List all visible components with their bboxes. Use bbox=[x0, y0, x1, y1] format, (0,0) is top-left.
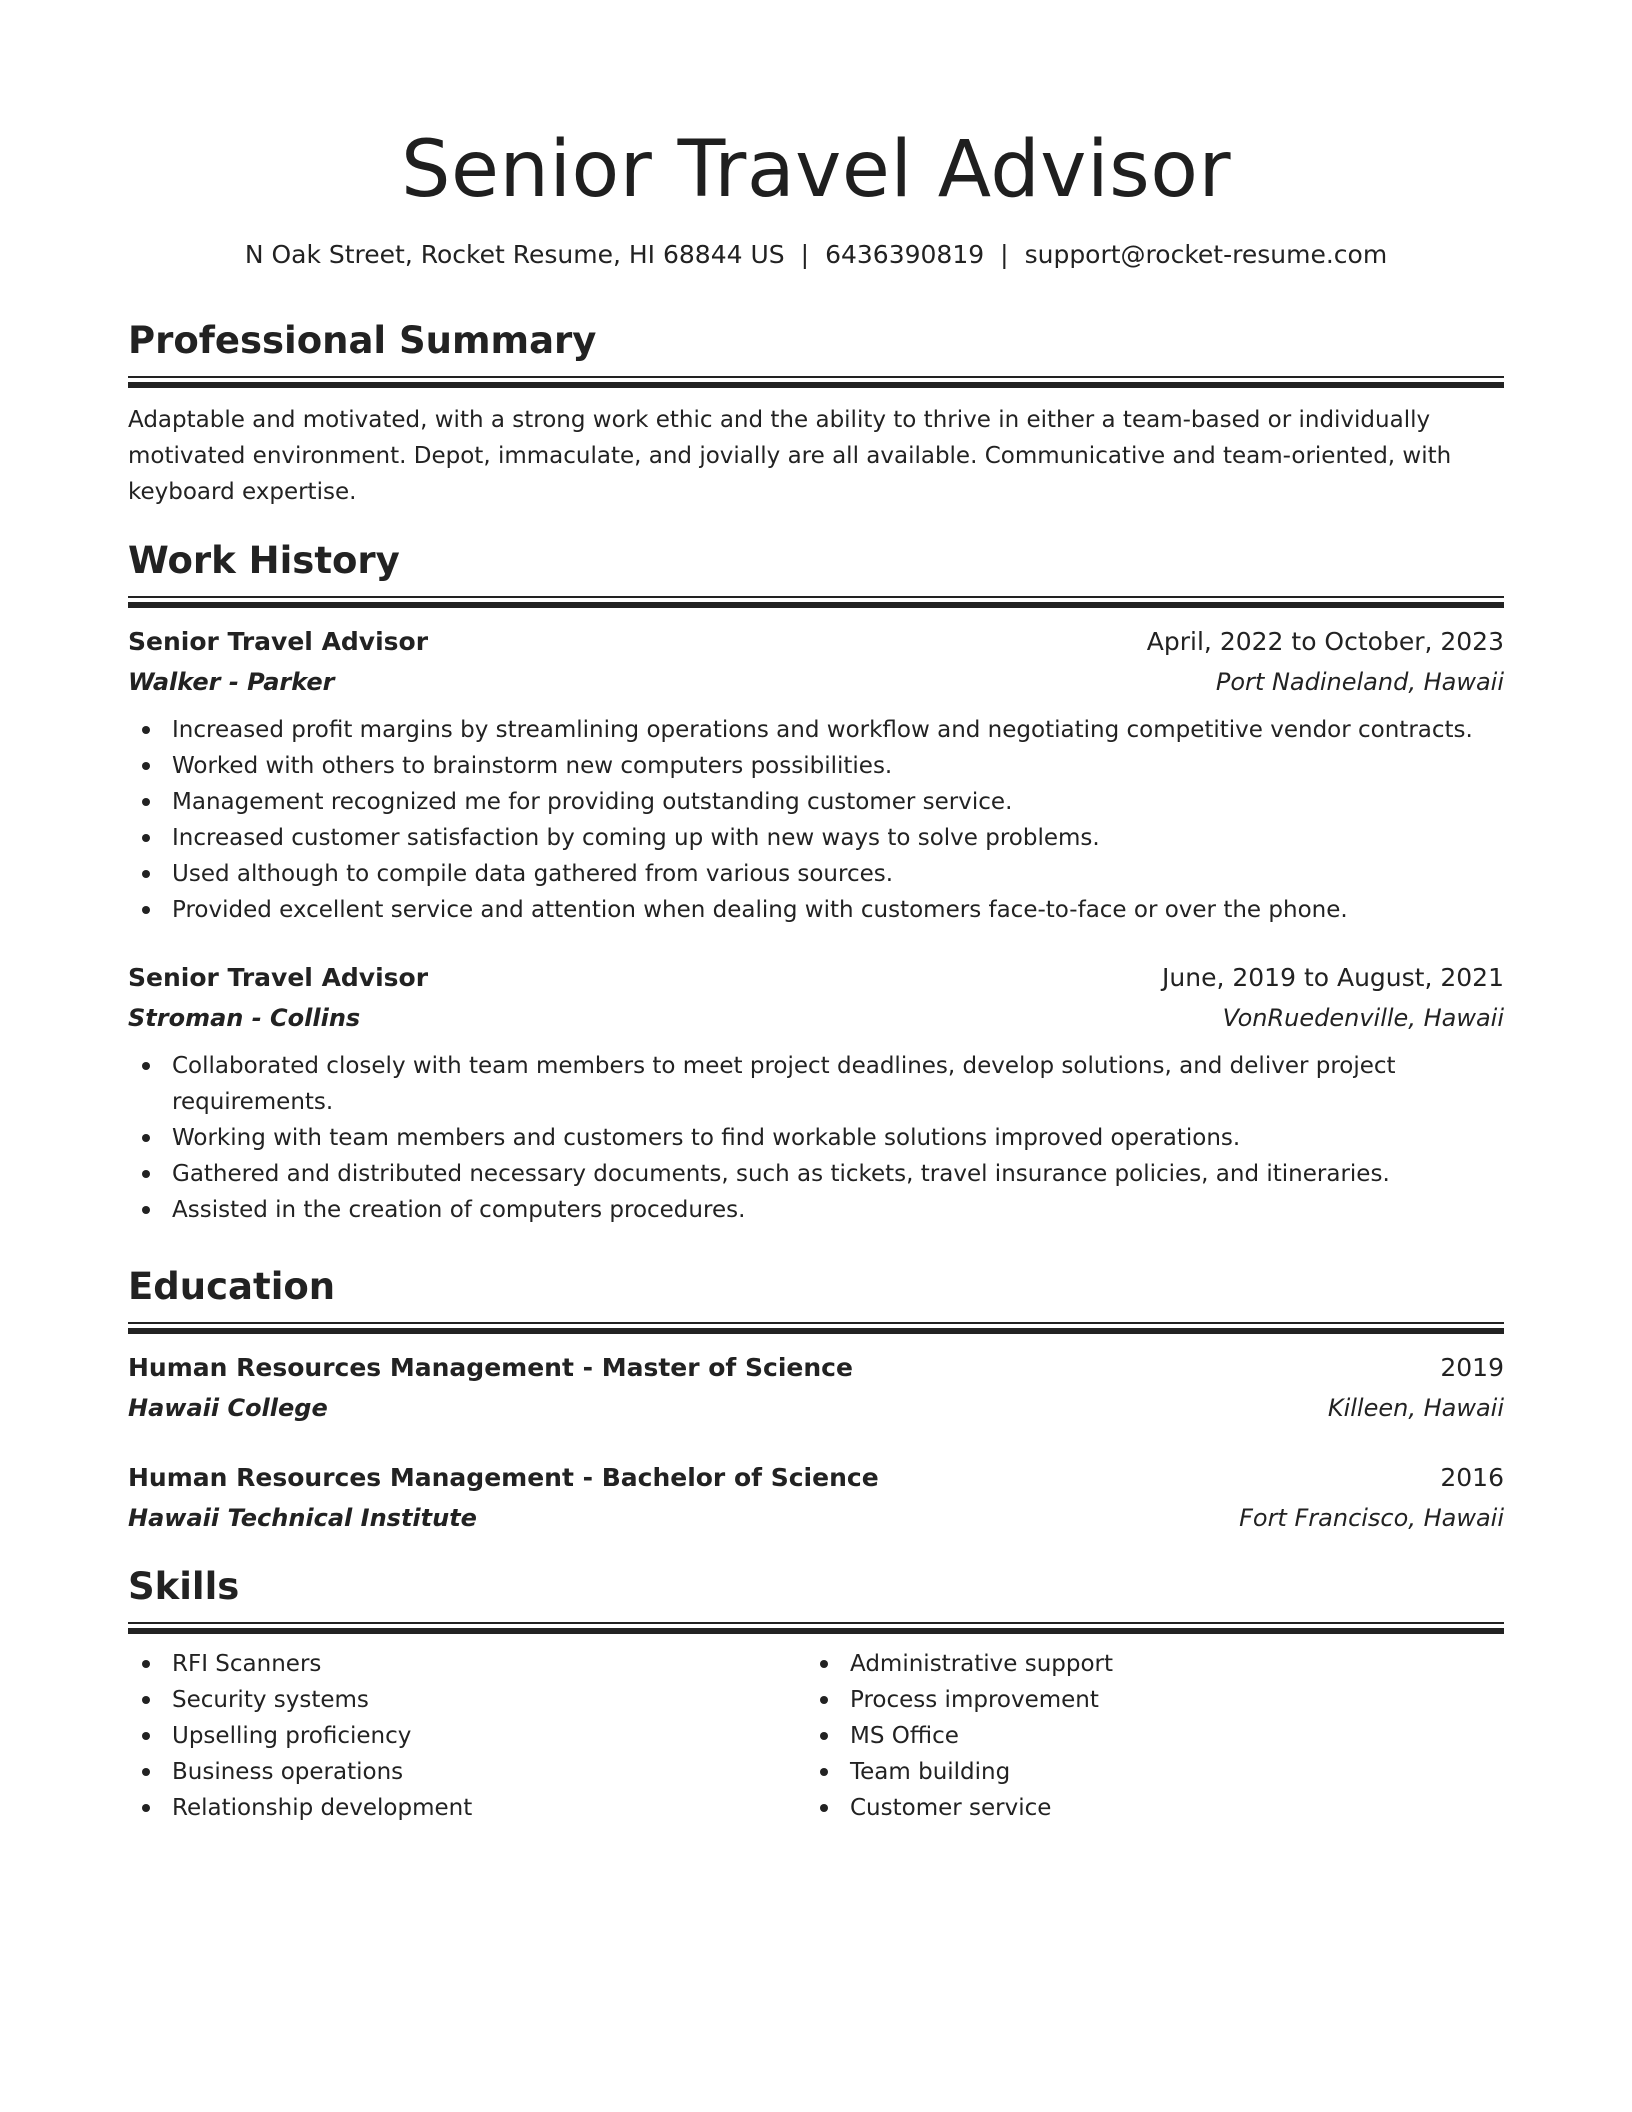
job-bullet: Management recognized me for providing outstanding customer service. bbox=[128, 784, 1504, 820]
skill-item: Business operations bbox=[128, 1754, 788, 1790]
education-section bbox=[128, 1262, 1504, 1538]
contact-phone: 6436390819 bbox=[825, 240, 985, 269]
job-bullet: Collaborated closely with team members to meet project deadlines, develop solutions, and deliver project requirements. bbox=[128, 1048, 1504, 1120]
job-bullet: Worked with others to brainstorm new computers possibilities. bbox=[128, 748, 1504, 784]
skill-item: MS Office bbox=[806, 1718, 1466, 1754]
skill-item: Customer service bbox=[806, 1790, 1466, 1826]
job-bullet: Assisted in the creation of computers procedures. bbox=[128, 1192, 1504, 1228]
resume-name-heading: Senior Travel Advisor bbox=[400, 125, 1232, 215]
job-company: Stroman - Collins bbox=[128, 1004, 361, 1032]
education-school: Hawaii College bbox=[128, 1394, 328, 1422]
skills-title: Skills bbox=[128, 1565, 240, 1608]
contact-email: support@rocket-resume.com bbox=[1024, 240, 1388, 269]
skills-column-left bbox=[128, 1646, 788, 1826]
contact-separator: | bbox=[1000, 240, 1009, 269]
education-degree: Human Resources Management - Master of Science bbox=[128, 1353, 853, 1382]
skill-item: RFI Scanners bbox=[128, 1646, 788, 1682]
skill-item: Process improvement bbox=[806, 1682, 1466, 1718]
section-divider bbox=[128, 1622, 1504, 1634]
work-history-section bbox=[128, 536, 1504, 1228]
work-history-title: Work History bbox=[128, 539, 400, 582]
job-location: VonRuedenville, Hawaii bbox=[1222, 1004, 1504, 1032]
summary-section bbox=[128, 316, 1504, 510]
job-dates: April, 2022 to October, 2023 bbox=[1146, 627, 1504, 656]
education-location: Fort Francisco, Hawaii bbox=[1239, 1504, 1504, 1532]
job-dates: June, 2019 to August, 2021 bbox=[1162, 963, 1504, 992]
section-divider bbox=[128, 1322, 1504, 1334]
job-entry bbox=[128, 622, 1504, 928]
job-bullet: Increased customer satisfaction by coming up with new ways to solve problems. bbox=[128, 820, 1504, 856]
skill-item: Administrative support bbox=[806, 1646, 1466, 1682]
skills-column-right bbox=[806, 1646, 1466, 1826]
summary-title: Professional Summary bbox=[128, 319, 597, 362]
contact-line bbox=[128, 237, 1504, 273]
section-divider bbox=[128, 376, 1504, 388]
job-title: Senior Travel Advisor bbox=[128, 963, 429, 992]
education-year: 2019 bbox=[1440, 1353, 1504, 1382]
job-bullet: Working with team members and customers to find workable solutions improved operations. bbox=[128, 1120, 1504, 1156]
education-title: Education bbox=[128, 1265, 336, 1308]
education-entry bbox=[128, 1348, 1504, 1428]
education-entry bbox=[128, 1458, 1504, 1538]
skill-item: Relationship development bbox=[128, 1790, 788, 1826]
skill-item: Security systems bbox=[128, 1682, 788, 1718]
education-year: 2016 bbox=[1440, 1463, 1504, 1492]
education-location: Killeen, Hawaii bbox=[1327, 1394, 1504, 1422]
section-divider bbox=[128, 596, 1504, 608]
job-bullets bbox=[128, 1048, 1504, 1228]
job-title: Senior Travel Advisor bbox=[128, 627, 429, 656]
skill-item: Upselling proficiency bbox=[128, 1718, 788, 1754]
summary-text: Adaptable and motivated, with a strong work ethic and the ability to thrive in either a team-based or individually motivated environment. Depot, immaculate, and jovially are all available. Communicative and team-oriented, with keyboard expertise. bbox=[128, 407, 1452, 505]
education-degree: Human Resources Management - Bachelor of Science bbox=[128, 1463, 879, 1492]
education-school: Hawaii Technical Institute bbox=[128, 1504, 477, 1532]
job-bullet: Increased profit margins by streamlining operations and workflow and negotiating competitive vendor contracts. bbox=[128, 712, 1504, 748]
job-bullet: Provided excellent service and attention when dealing with customers face-to-face or over the phone. bbox=[128, 892, 1504, 928]
job-bullets bbox=[128, 712, 1504, 928]
skill-item: Team building bbox=[806, 1754, 1466, 1790]
job-bullet: Gathered and distributed necessary documents, such as tickets, travel insurance policies, and itineraries. bbox=[128, 1156, 1504, 1192]
job-bullet: Used although to compile data gathered from various sources. bbox=[128, 856, 1504, 892]
contact-separator: | bbox=[800, 240, 810, 269]
skills-section bbox=[128, 1562, 1504, 1821]
job-entry bbox=[128, 958, 1504, 1228]
job-location: Port Nadineland, Hawaii bbox=[1215, 668, 1504, 696]
job-company: Walker - Parker bbox=[128, 668, 335, 696]
contact-address: N Oak Street, Rocket Resume, HI 68844 US bbox=[244, 240, 785, 269]
